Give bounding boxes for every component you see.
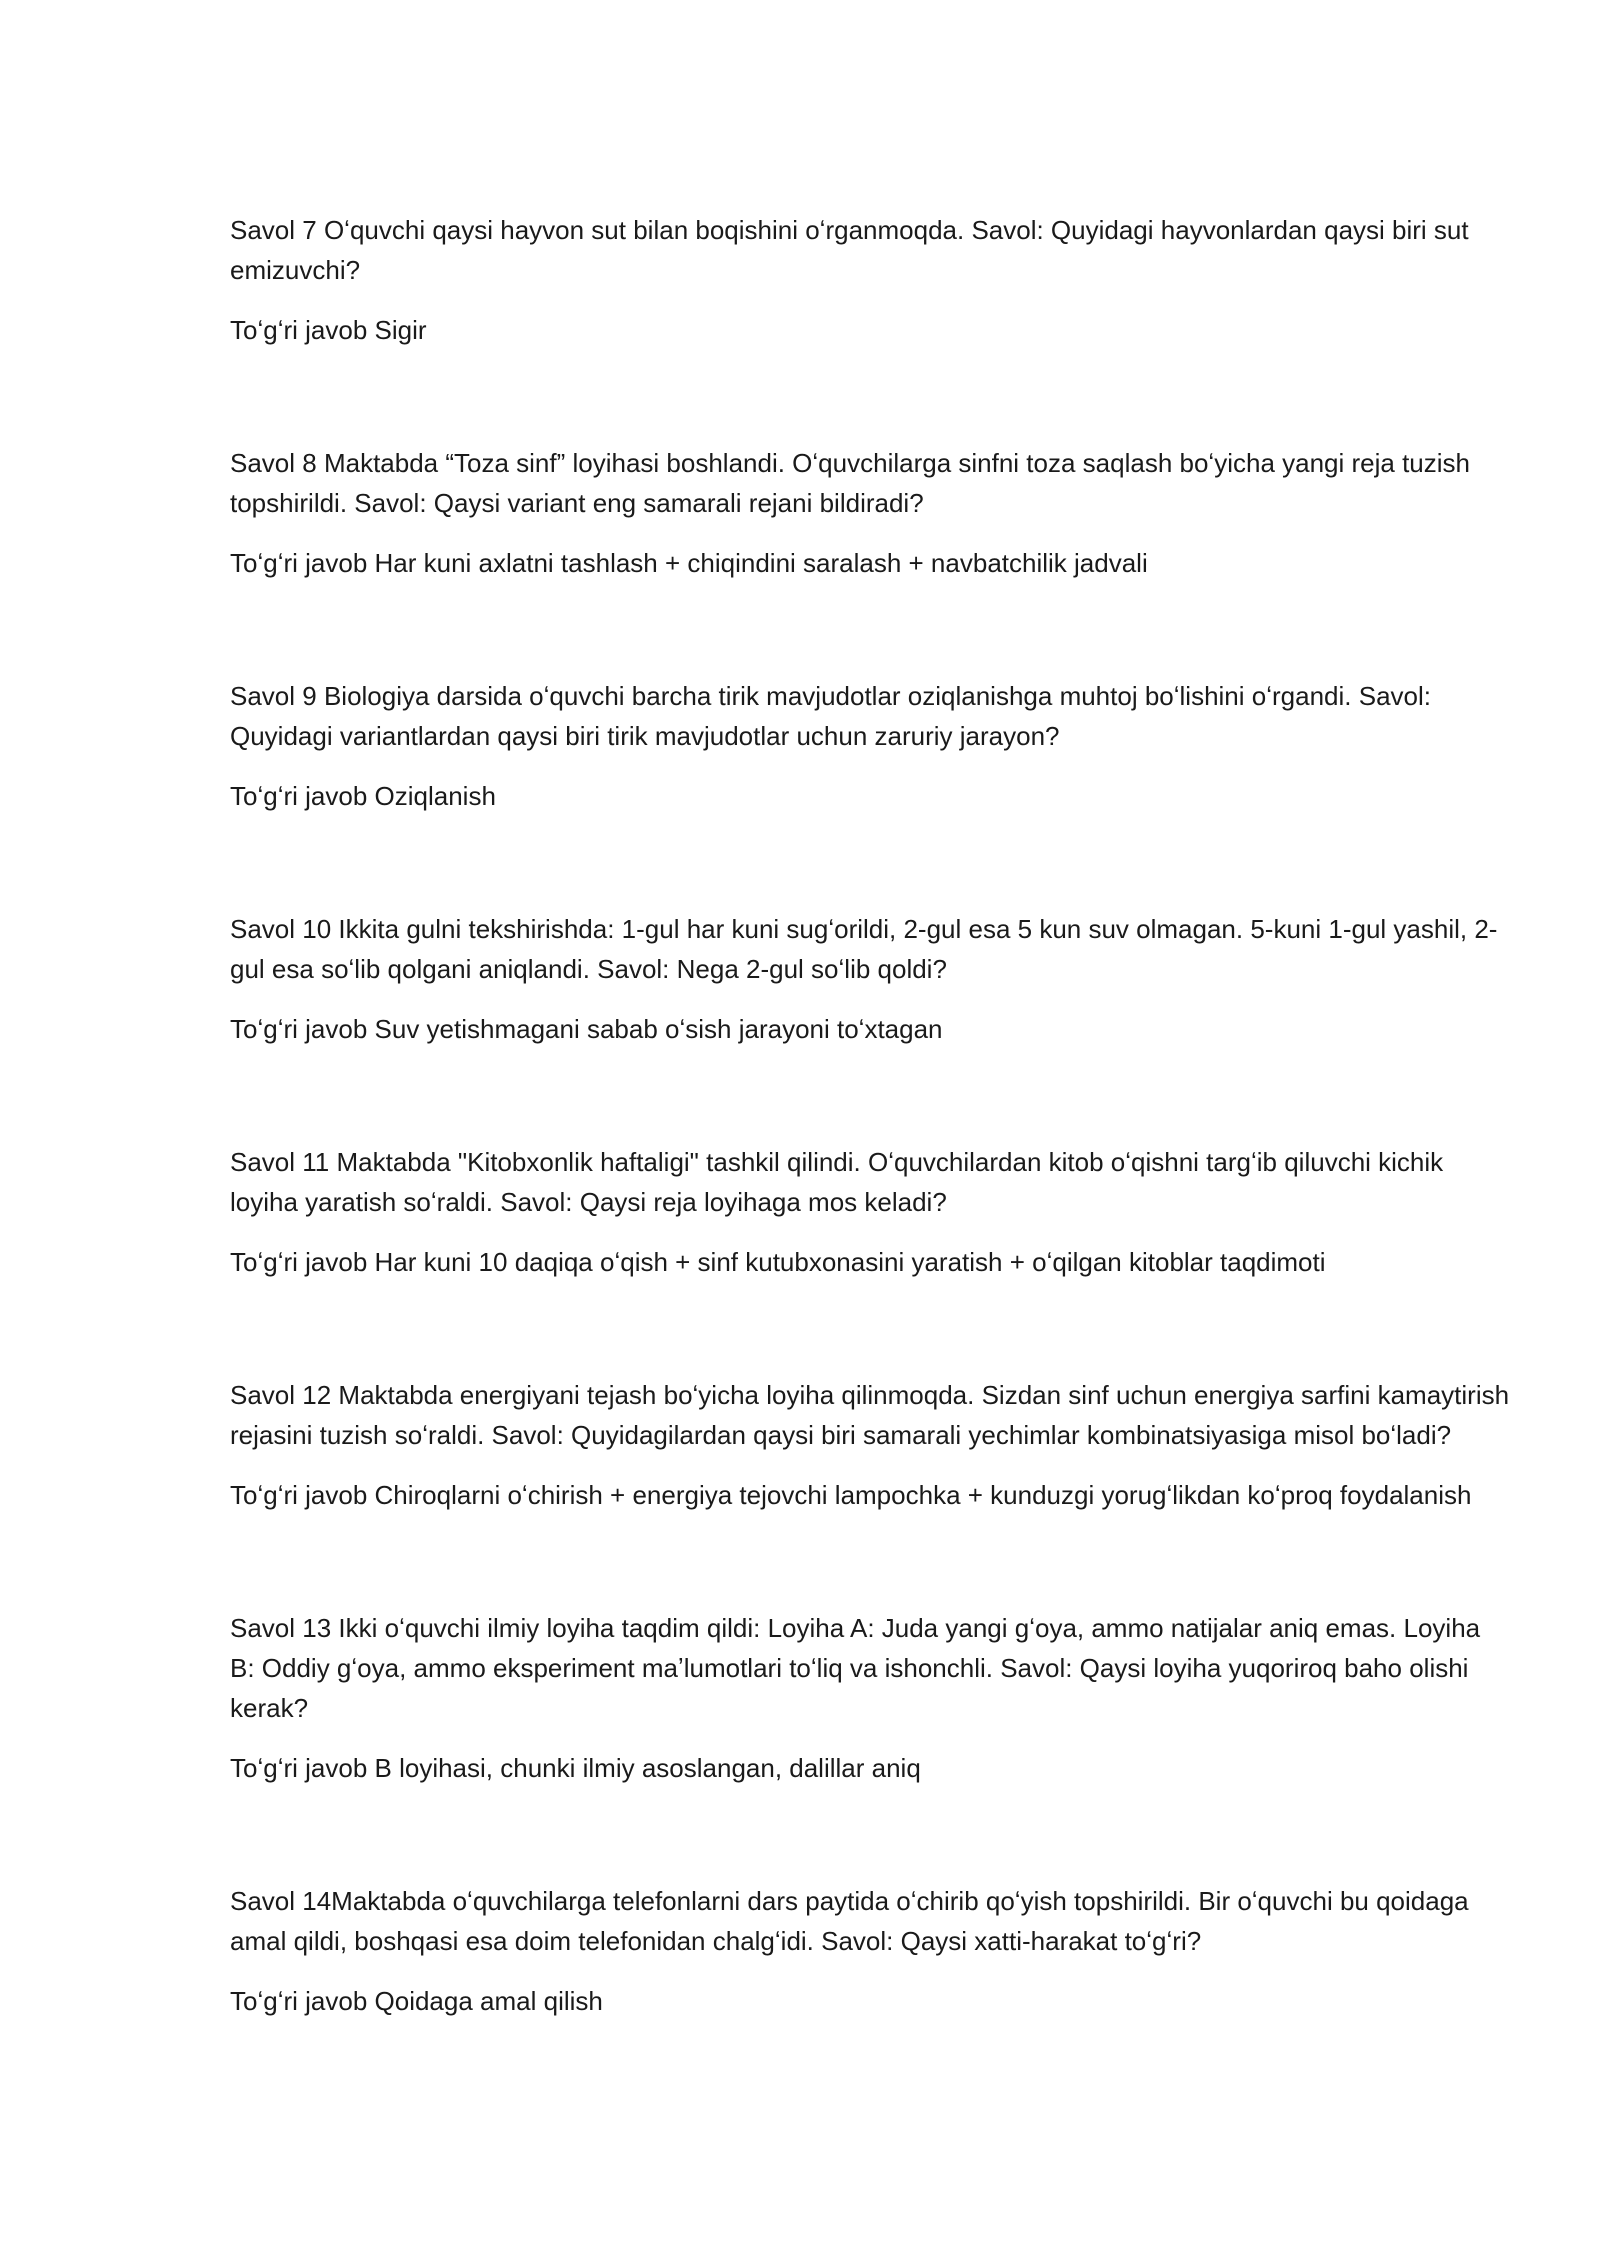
answer-text: Toʻgʻri javob Har kuni axlatni tashlash + chiqindini saralash + navbatchilik jadvali xyxy=(230,548,1148,578)
question-text: Savol 12 Maktabda energiyani tejash boʻyicha loyiha qilinmoqda. Sizdan sinf uchun energiya sarfini kamaytirish rejasini tuzish soʻraldi. Savol: Quyidagilardan qaysi biri samarali yechimlar kombinatsiyasiga misol boʻladi? xyxy=(230,1380,1510,1450)
question-block-11 xyxy=(230,1142,1510,1282)
question-text: Savol 10 Ikkita gulni tekshirishda: 1-gul har kuni sugʻorildi, 2-gul esa 5 kun suv olmagan. 5-kuni 1-gul yashil, 2-gul esa soʻlib qolgani aniqlandi. Savol: Nega 2-gul soʻlib qoldi? xyxy=(230,914,1498,984)
question-block-9 xyxy=(230,676,1510,816)
answer-text: Toʻgʻri javob B loyihasi, chunki ilmiy asoslangan, dalillar aniq xyxy=(230,1753,921,1783)
question-block-14 xyxy=(230,1881,1510,2021)
question-block-7 xyxy=(230,210,1510,350)
answer-text: Toʻgʻri javob Sigir xyxy=(230,315,427,345)
answer-text: Toʻgʻri javob Qoidaga amal qilish xyxy=(230,1986,603,2016)
question-text: Savol 14Maktabda oʻquvchilarga telefonlarni dars paytida oʻchirib qoʻyish topshirildi. Bir oʻquvchi bu qoidaga amal qildi, boshqasi esa doim telefonidan chalgʻidi. Savol: Qaysi xatti-harakat toʻgʻri? xyxy=(230,1886,1469,1956)
question-block-10 xyxy=(230,909,1510,1049)
question-text: Savol 13 Ikki oʻquvchi ilmiy loyiha taqdim qildi: Loyiha A: Juda yangi gʻoya, ammo natijalar aniq emas. Loyiha B: Oddiy gʻoya, ammo eksperiment maʼlumotlari toʻliq va ishonchli. Savol: Qaysi loyiha yuqoriroq baho olishi kerak? xyxy=(230,1613,1481,1723)
question-text: Savol 7 Oʻquvchi qaysi hayvon sut bilan boqishini oʻrganmoqda. Savol: Quyidagi hayvonlardan qaysi biri sut emizuvchi? xyxy=(230,215,1469,285)
question-text: Savol 8 Maktabda “Toza sinf” loyihasi boshlandi. Oʻquvchilarga sinfni toza saqlash boʻyicha yangi reja tuzish topshirildi. Savol: Qaysi variant eng samarali rejani bildiradi? xyxy=(230,448,1471,518)
question-block-12 xyxy=(230,1375,1510,1515)
question-text: Savol 11 Maktabda "Kitobxonlik haftaligi" tashkil qilindi. Oʻquvchilardan kitob oʻqishni targʻib qiluvchi kichik loyiha yaratish soʻraldi. Savol: Qaysi reja loyihaga mos keladi? xyxy=(230,1147,1444,1217)
answer-text: Toʻgʻri javob Chiroqlarni oʻchirish + energiya tejovchi lampochka + kunduzgi yorugʻlikdan koʻproq foydalanish xyxy=(230,1480,1472,1510)
answer-text: Toʻgʻri javob Oziqlanish xyxy=(230,781,496,811)
answer-text: Toʻgʻri javob Har kuni 10 daqiqa oʻqish + sinf kutubxonasini yaratish + oʻqilgan kitoblar taqdimoti xyxy=(230,1247,1326,1277)
answer-text: Toʻgʻri javob Suv yetishmagani sabab oʻsish jarayoni toʻxtagan xyxy=(230,1014,943,1044)
document-body xyxy=(230,210,1510,2114)
question-text: Savol 9 Biologiya darsida oʻquvchi barcha tirik mavjudotlar oziqlanishga muhtoj boʻlishini oʻrgandi. Savol: Quyidagi variantlardan qaysi biri tirik mavjudotlar uchun zaruriy jarayon? xyxy=(230,681,1431,751)
question-block-13 xyxy=(230,1608,1510,1788)
question-block-8 xyxy=(230,443,1510,583)
